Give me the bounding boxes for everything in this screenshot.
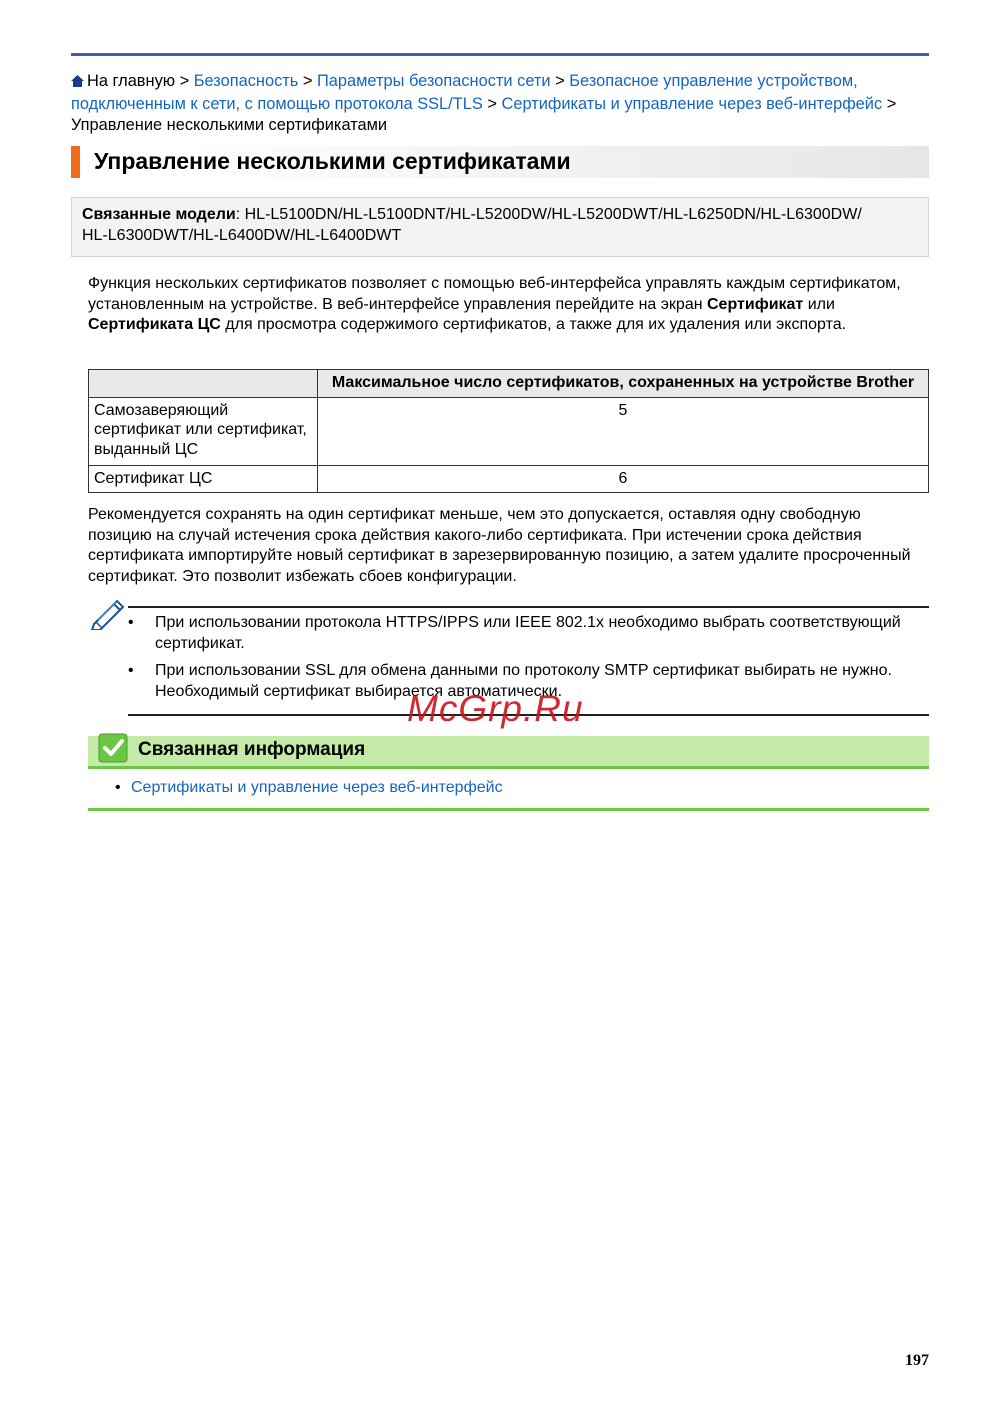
intro-text: для просмотра содержимого сертификатов, а также для их удаления или экспорта. [220,316,847,333]
breadcrumb-separator: > [179,72,190,90]
page-title: Управление несколькими сертификатами [94,148,571,174]
breadcrumb-separator: > [487,94,497,113]
related-link-certificates[interactable]: Сертификаты и управление через веб-интерфейс [131,779,503,796]
top-rule [71,53,929,56]
table-row [89,465,929,493]
breadcrumb-link-certificates[interactable]: Сертификаты и управление через веб-интерфейс [501,94,883,113]
table-header-blank [89,370,318,398]
breadcrumb [71,71,931,137]
related-links [88,778,929,798]
breadcrumb-current: Управление несколькими сертификатами [71,116,388,134]
table-cell-label: Самозаверяющий сертификат или сертификат, выданный ЦС [89,397,318,465]
breadcrumb-separator: > [555,72,565,90]
intro-bold-certificate: Сертификат [707,295,804,313]
page-title-bar [71,146,929,178]
table-header-max-certificates: Максимальное число сертификатов, сохраненных на устройстве Brother [318,370,929,398]
related-information-header [88,736,929,769]
watermark: McGrp.Ru [407,688,584,729]
intro-bold-ca-certificate: Сертификата ЦС [88,316,221,333]
title-accent [71,146,80,178]
checkmark-icon [98,733,128,768]
related-models-label: Связанные модели [82,206,236,223]
certificates-table [88,369,929,493]
breadcrumb-link-network-security[interactable]: Параметры безопасности сети [317,72,551,90]
intro-text: Функция нескольких сертификатов позволяет с помощью веб-интерфейса управлять каждым сертификатом, установленным на устройстве. В веб-интерфейсе управления перейдите на экран [88,275,901,313]
related-models-box: Связанные модели: HL-L5100DN/HL-L5100DNT/HL-L5200DW/HL-L5200DWT/HL-L6250DN/HL-L6300DW/ HL-L6300DWT/HL-L6400DW/HL-L6400DWT [71,197,929,257]
note-item: • При использовании SSL для обмена данными по протоколу SMTP сертификат выбирать не нужно. Необходимый сертификат выбирается автоматически. [128,661,929,702]
pencil-note-icon [90,598,124,635]
related-information [88,736,929,811]
table-row [89,397,929,465]
intro-paragraph [88,274,928,336]
breadcrumb-separator: > [302,72,313,90]
note-item: • При использовании протокола HTTPS/IPPS или IEEE 802.1x необходимо выбрать соответствующий сертификат. [128,613,929,654]
related-link-item [88,778,929,798]
related-information-title: Связанная информация [138,739,366,760]
table-cell-value: 5 [318,397,929,465]
recommendation-paragraph: Рекомендуется сохранять на один сертификат меньше, чем это допускается, оставляя одну свободную позицию на случай истечения срока действия какого-либо сертификата. При истечении срока действия сертификата импортируйте новый сертификат в зарезервированную позицию, а затем удалите просроченный сертификат. Это позволит избежать сбоев конфигурации. [88,506,911,585]
home-icon[interactable] [71,72,84,94]
related-bottom-rule [88,808,929,811]
table-cell-label: Сертификат ЦС [89,465,318,493]
page-number: 197 [905,1352,929,1369]
related-models-list-cont: HL-L6300DWT/HL-L6400DW/HL-L6400DWT [82,227,402,244]
intro-text: или [803,295,835,313]
related-models-list: HL-L5100DN/HL-L5100DNT/HL-L5200DW/HL-L5200DWT/HL-L6250DN/HL-L6300DW/ [244,206,862,223]
breadcrumb-link-security[interactable]: Безопасность [193,72,299,90]
breadcrumb-link-ssl-tls[interactable]: Безопасное управление устройством, подключенным к сети, с помощью протокола SSL/TLS [71,72,858,113]
table-cell-value: 6 [318,465,929,493]
table-header-row [89,370,929,398]
breadcrumb-home[interactable]: На главную [87,72,176,90]
breadcrumb-separator: > [886,94,897,113]
